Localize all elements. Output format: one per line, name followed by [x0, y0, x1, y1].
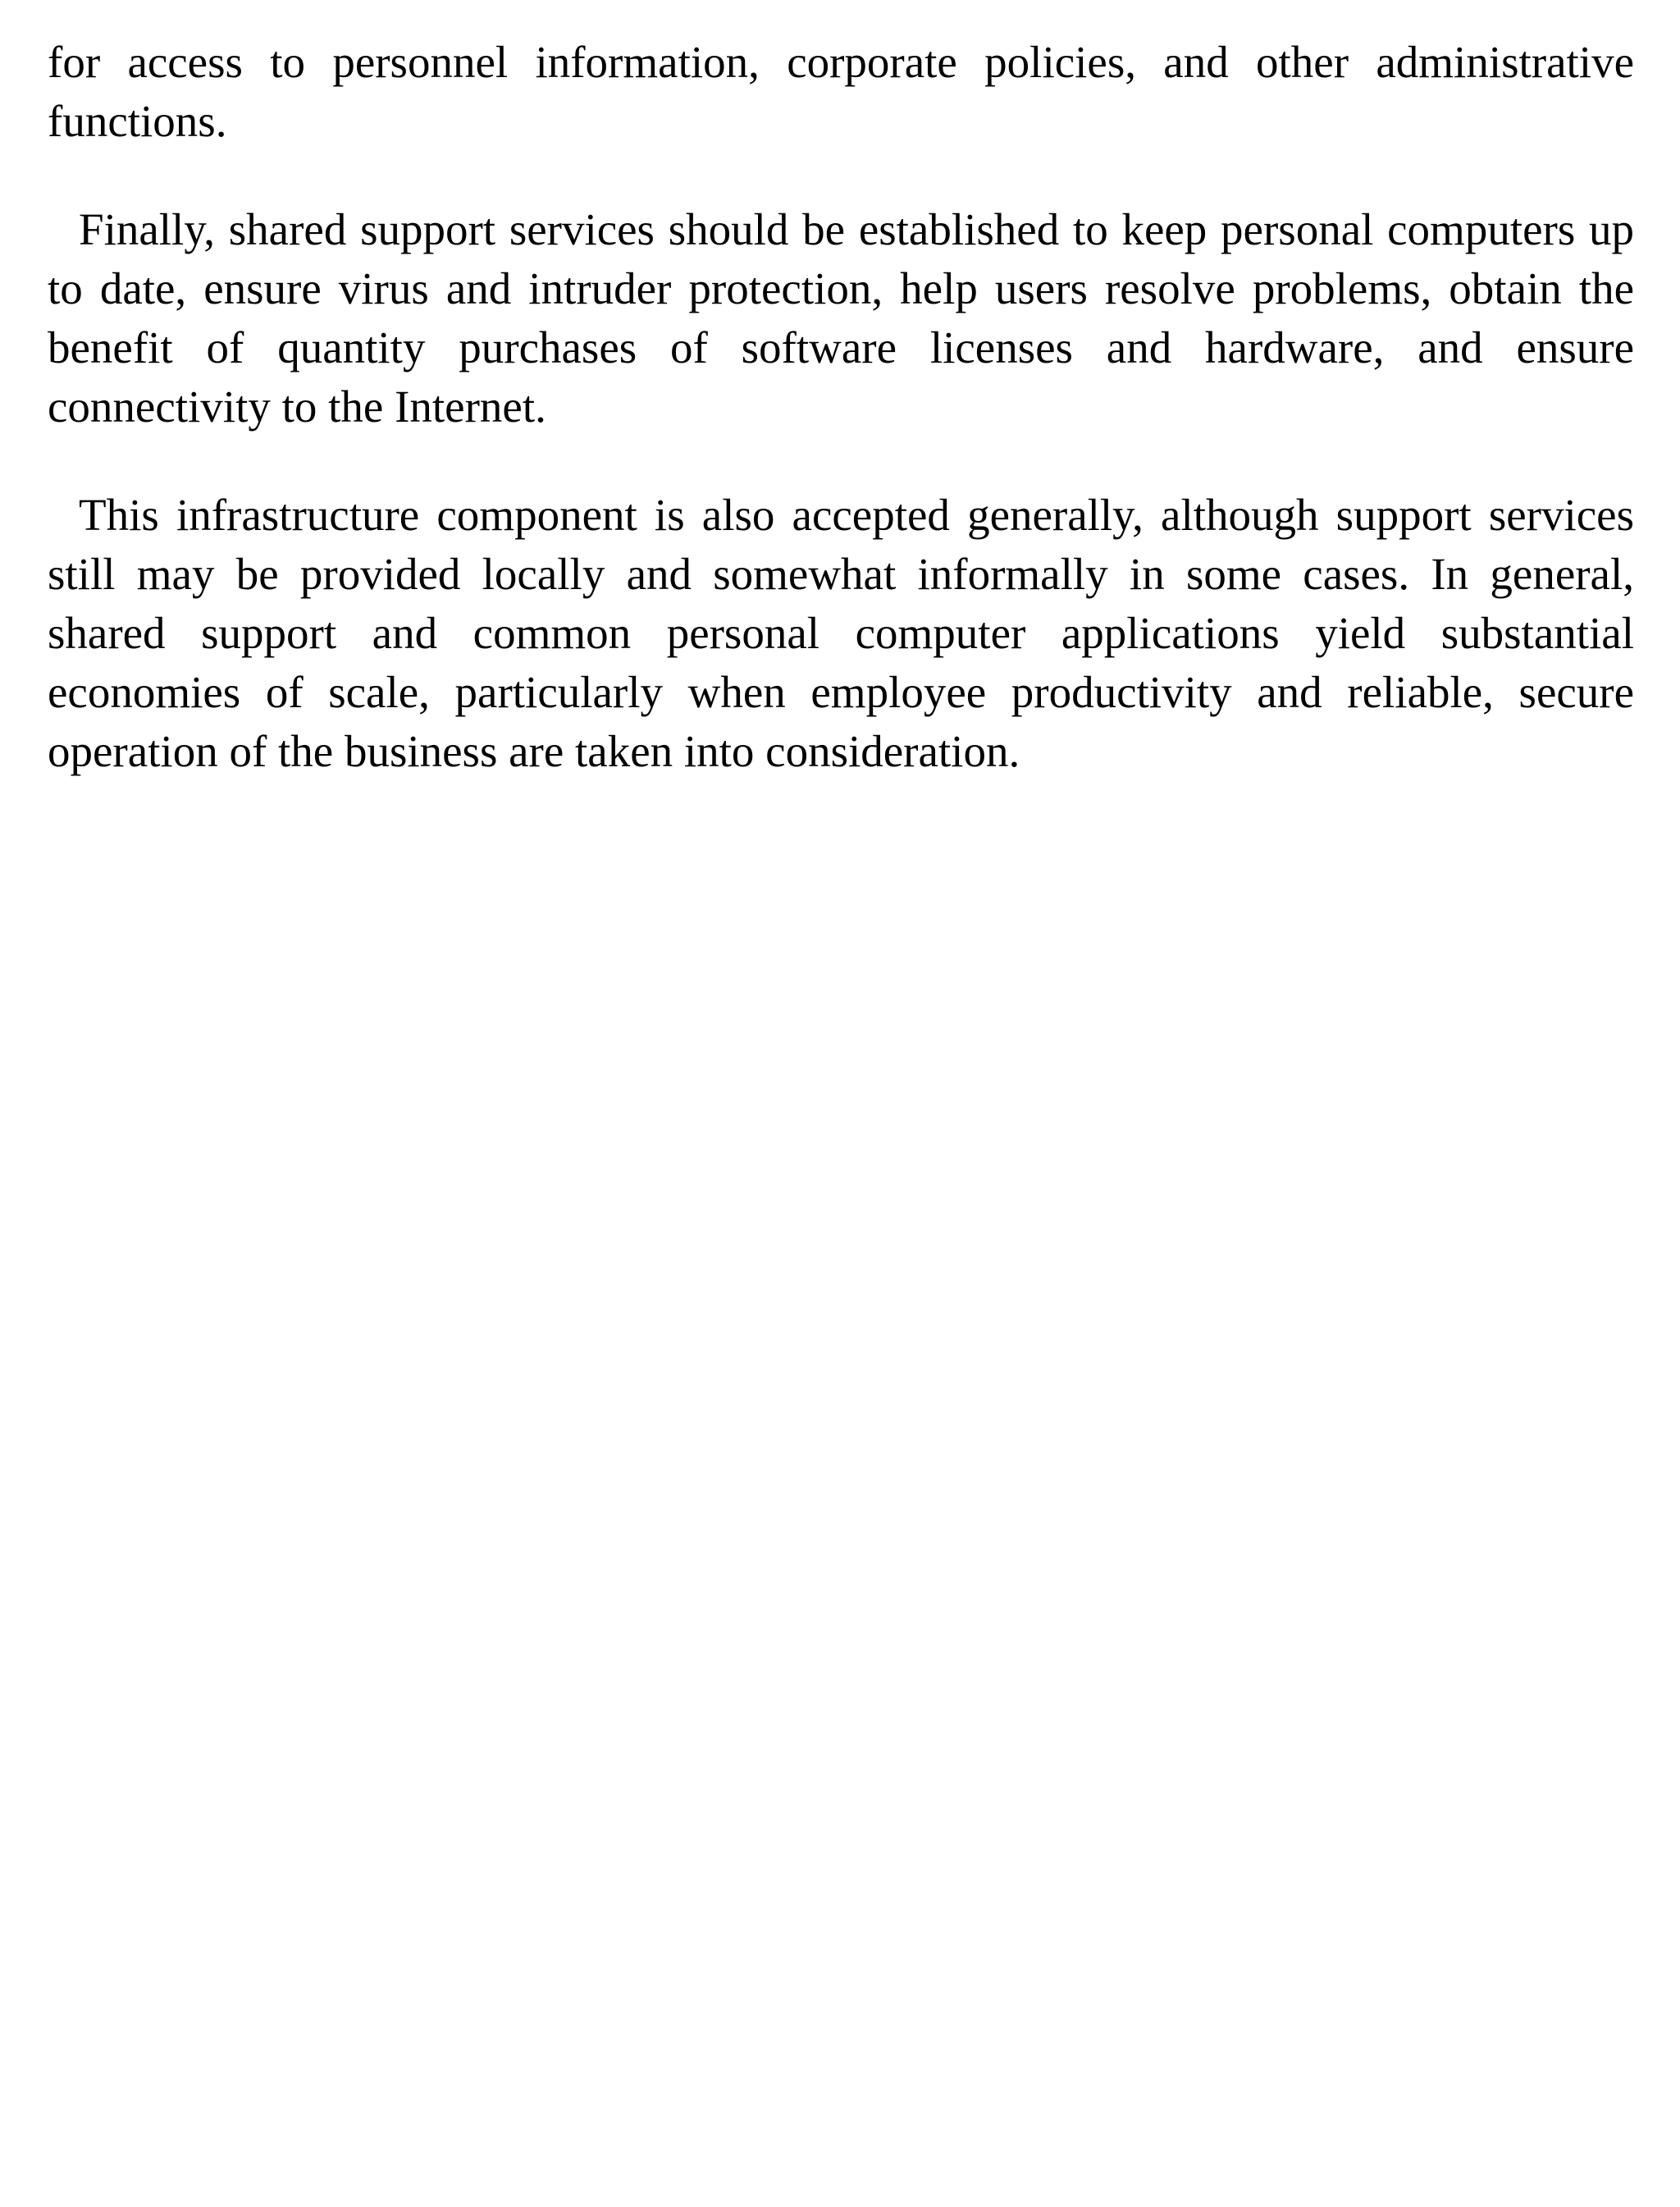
- paragraph-shared-support: Finally, shared support services should be established to keep personal computers up to date, ensure virus and intruder protection, help users resolve problems, obtain the benefit of quantity purchases of software licenses and hardware, and ensure connectivity to the Internet.: [48, 204, 1634, 432]
- paragraph-continuation: for access to personnel information, corporate policies, and other administrative functions.: [48, 37, 1634, 146]
- body-text: [48, 33, 1634, 830]
- paragraph-infrastructure: This infrastructure component is also accepted generally, although support services still may be provided locally and somewhat informally in some cases. In general, shared support and common personal computer applications yield substantial economies of scale, particularly when employee productivity and reliable, secure operation of the business are taken into consideration.: [48, 490, 1634, 776]
